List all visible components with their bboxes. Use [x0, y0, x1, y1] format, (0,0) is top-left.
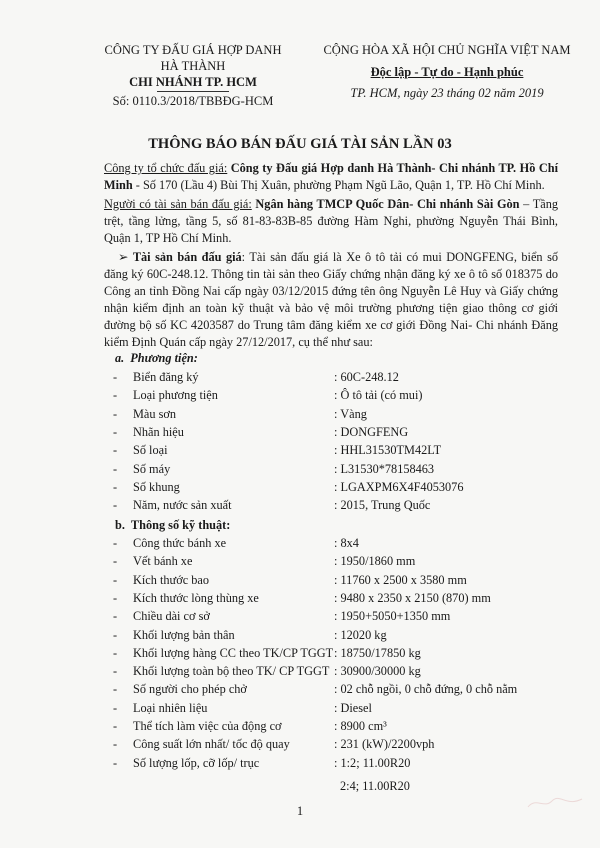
spec-row — [0, 701, 600, 719]
spec-row — [0, 756, 600, 774]
spec-label: Loại phương tiện — [133, 388, 218, 403]
section-b-heading — [115, 518, 230, 533]
spec-row — [0, 591, 600, 609]
list-dash: - — [113, 370, 118, 384]
section-a-title: Phương tiện: — [130, 351, 198, 365]
spec-label: Số loại — [133, 443, 168, 458]
spec-label: Số người cho phép chở — [133, 682, 247, 697]
spec-label: Khối lượng hàng CC theo TK/CP TGGT — [133, 645, 334, 660]
list-dash: - — [113, 700, 118, 715]
spec-label: Khối lượng bản thân — [133, 627, 235, 642]
list-dash: - — [113, 755, 118, 770]
spec-label: Kích thước bao — [133, 572, 209, 587]
list-dash: - — [113, 719, 118, 733]
branch-name: CHI NHÁNH TP. HCM — [129, 75, 257, 89]
list-dash: - — [113, 627, 118, 642]
list-dash: - — [113, 737, 118, 752]
spec-label: Chiều dài cơ sở — [133, 609, 210, 624]
spec-label: Số khung — [133, 479, 180, 494]
page-number: 1 — [296, 804, 304, 818]
spec-label: Khối lượng toàn bộ theo TK/ CP TGGT — [133, 664, 330, 679]
spec-value: : 12020 kg — [334, 627, 387, 642]
asset-paragraph — [104, 249, 558, 351]
section-b-letter: b. — [115, 518, 125, 532]
arrow-bullet-icon: ➢ — [118, 250, 129, 264]
list-dash: - — [113, 645, 118, 660]
section-b-title: Thông số kỹ thuật: — [130, 518, 231, 532]
list-dash: - — [113, 609, 118, 624]
spec-label: Nhãn hiệu — [133, 424, 184, 439]
spec-value: : 9480 x 2350 x 2150 (870) mm — [334, 590, 491, 605]
owner-address: – Tầng trệt, tầng lửng, tầng 5, số 81-83-83B-85 đường Hàm Nghi, phường Nguyễn Thái Bình, Quận 1, TP Hồ Chí Minh. — [104, 197, 558, 245]
list-dash: - — [113, 572, 118, 587]
section-a-heading — [115, 351, 198, 366]
list-dash: - — [113, 664, 118, 679]
national-header — [312, 42, 582, 101]
list-dash: - — [113, 498, 118, 513]
spec-value: : Vàng — [334, 406, 367, 421]
list-dash: - — [113, 479, 118, 494]
spec-value: : 30900/30000 kg — [334, 664, 421, 679]
organizer-label: Công ty tổ chức đấu giá: — [104, 161, 228, 175]
spec-row — [0, 682, 600, 700]
spec-value: : 231 (kW)/2200vph — [334, 737, 435, 752]
spec-value: : 8900 cm³ — [334, 719, 387, 733]
company-name-line1: CÔNG TY ĐẤU GIÁ HỢP DANH — [104, 43, 282, 57]
header-rule-left — [157, 91, 229, 92]
list-dash: - — [113, 388, 118, 403]
company-name-line2: HÀ THÀNH — [160, 59, 226, 73]
spec-row — [0, 737, 600, 755]
spec-value: : HHL31530TM42LT — [334, 443, 442, 458]
owner-label: Người có tài sản bán đấu giá: — [104, 197, 252, 211]
spec-value: : Diesel — [334, 700, 372, 715]
spec-row — [0, 370, 600, 388]
spec-label: Số lượng lốp, cỡ lốp/ trục — [133, 755, 260, 770]
spec-row — [0, 664, 600, 682]
list-dash: - — [113, 536, 118, 550]
spec-value: : 1950+5050+1350 mm — [334, 609, 451, 624]
organizer-name: Công ty Đấu giá Hợp danh Hà Thành- Chi nhánh TP. Hồ Chí Minh — [104, 161, 558, 192]
section-b-extra-row — [0, 779, 600, 797]
spec-row — [0, 480, 600, 498]
list-dash: - — [113, 682, 118, 697]
spec-label: Số máy — [133, 461, 171, 476]
spec-value: : 1:2; 11.00R20 — [334, 755, 411, 770]
list-dash: - — [113, 554, 118, 569]
spec-label: Loại nhiên liệu — [133, 700, 208, 715]
owner-paragraph — [104, 196, 558, 247]
spec-row — [0, 462, 600, 480]
list-dash: - — [113, 424, 118, 439]
spec-label: Biển đăng ký — [133, 370, 199, 384]
spec-value: : 8x4 — [334, 536, 359, 550]
spec-row — [0, 609, 600, 627]
organizer-paragraph — [104, 160, 558, 194]
spec-row — [0, 388, 600, 406]
spec-row — [0, 719, 600, 737]
list-dash: - — [113, 590, 118, 605]
nation-name: CỘNG HÒA XÃ HỘI CHỦ NGHĨA VIỆT NAM — [323, 43, 571, 57]
list-dash: - — [113, 461, 118, 476]
spec-value: : 11760 x 2500 x 3580 mm — [334, 572, 467, 587]
spec-label: Vết bánh xe — [133, 554, 193, 569]
spec-value: : L31530*78158463 — [334, 461, 435, 476]
spec-value: : 1950/1860 mm — [334, 554, 416, 569]
issuer-header — [88, 42, 298, 109]
spec-row — [0, 407, 600, 425]
spec-label: Thể tích làm việc của động cơ — [133, 719, 282, 733]
spec-label: Công thức bánh xe — [133, 536, 227, 550]
handwritten-initials — [526, 795, 586, 811]
spec-label: Kích thước lòng thùng xe — [133, 590, 259, 605]
spec-value: : LGAXPM6X4F4053076 — [334, 479, 464, 494]
spec-label: Năm, nước sản xuất — [133, 498, 232, 513]
spec-value: : DONGFENG — [334, 424, 409, 439]
spec-value: : Ô tô tải (có mui) — [334, 388, 423, 403]
spec-row — [0, 498, 600, 516]
document-number: Số: 0110.3/2018/TBBĐG-HCM — [112, 94, 274, 108]
spec-row — [0, 425, 600, 443]
spec-row — [0, 554, 600, 572]
owner-name: Ngân hàng TMCP Quốc Dân- Chi nhánh Sài Gòn — [255, 197, 520, 211]
document-title: THÔNG BÁO BÁN ĐẤU GIÁ TÀI SẢN LẦN 03 — [148, 136, 452, 152]
organizer-address: - Số 170 (Lầu 4) Bùi Thị Xuân, phường Phạm Ngũ Lão, Quận 1, TP. Hồ Chí Minh. — [132, 178, 545, 192]
national-motto: Độc lập - Tự do - Hạnh phúc — [370, 65, 524, 79]
section-a-letter: a. — [115, 351, 125, 365]
spec-row — [0, 573, 600, 591]
asset-description: : Tài sản đấu giá là Xe ô tô tải có mui DONGFENG, biển số đăng ký 60C-248.12. Thông tin tài sản theo Giấy chứng nhận đăng ký xe ô tô số 018375 do Công an tỉnh Đồng Nai cấp ngày 03/12/2015 đứng tên ông Nguyễn Lê Huy và Giấy chứng nhận kiểm định an toàn kỹ thuật và bảo vệ môi trường phương tiện giao thông cơ giới đường bộ số KC 4203587 do Trung tâm đăng kiểm xe cơ giới Đồng Nai- Chi nhánh Đăng kiểm Định Quán cấp ngày 27/12/2017, cụ thể như sau: — [104, 250, 559, 349]
spec-row — [0, 443, 600, 461]
list-dash: - — [113, 443, 118, 458]
tire-axle-2-value: 2:4; 11.00R20 — [340, 779, 410, 793]
spec-value: : 02 chỗ ngồi, 0 chỗ đứng, 0 chỗ nằm — [334, 682, 518, 697]
issue-date: TP. HCM, ngày 23 tháng 02 năm 2019 — [350, 86, 544, 100]
spec-row — [0, 646, 600, 664]
spec-row — [0, 536, 600, 554]
spec-row — [0, 628, 600, 646]
spec-value: : 60C-248.12 — [334, 370, 399, 384]
asset-label: Tài sản bán đấu giá — [132, 250, 242, 264]
spec-label: Màu sơn — [133, 406, 177, 421]
spec-value: : 18750/17850 kg — [334, 645, 421, 660]
list-dash: - — [113, 406, 118, 421]
spec-label: Công suất lớn nhất/ tốc độ quay — [133, 737, 290, 752]
spec-value: : 2015, Trung Quốc — [334, 498, 431, 513]
